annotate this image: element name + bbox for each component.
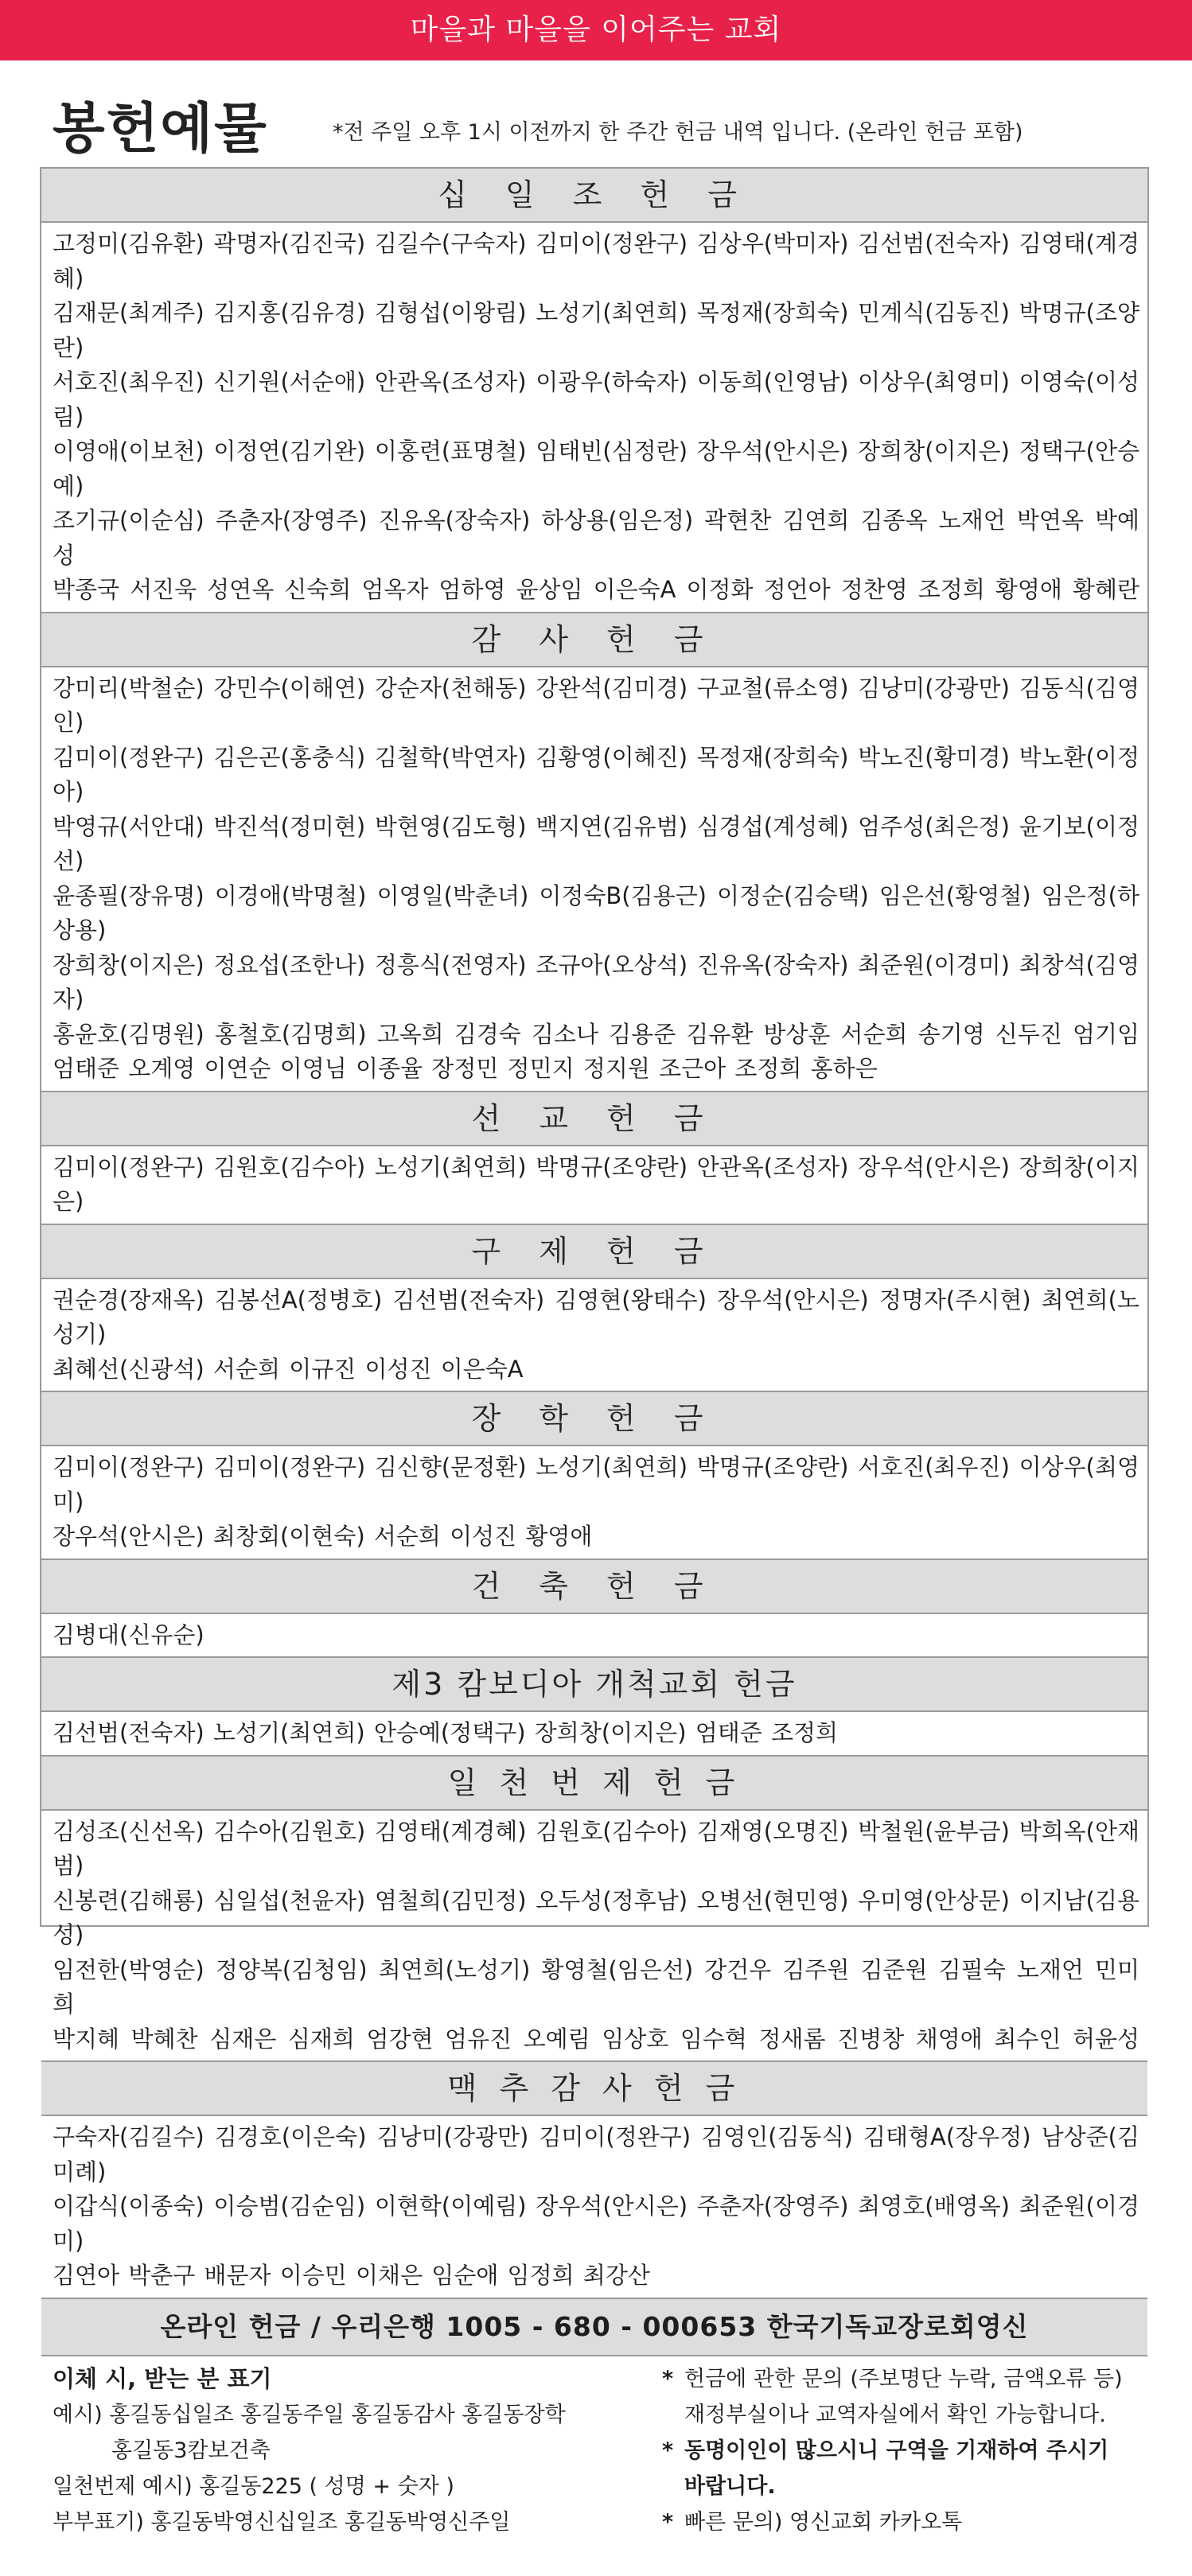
name-line: 장희창(이지은) 정요섭(조한나) 정흥식(전영자) 조규아(오상석) 진유옥(장숙자) 최준원(이경미) 최창석(김영자) — [53, 951, 1139, 1013]
name-line: 박지혜 박혜찬 심재은 심재희 엄강현 엄유진 오예림 임상호 임수혁 정새롬 진병창 채영애 최수인 허윤성 — [53, 2025, 1139, 2053]
name-line: 김성조(신선옥) 김수아(김원호) 김영태(계경혜) 김원호(김수아) 김재영(오명진) 박철원(윤부금) 박희옥(안재범) — [53, 1817, 1139, 1879]
note-text: 헌금에 관한 문의 (주보명단 누락, 금액오류 등) — [684, 2366, 1123, 2391]
name-line: 김미이(정완구) 김미이(정완구) 김신향(문정환) 노성기(최연희) 박명규(조양란) 서호진(최우진) 이상우(최영미) — [53, 1453, 1139, 1516]
section-thanks — [41, 613, 1147, 1092]
note-item — [662, 2433, 1139, 2469]
notes — [662, 2361, 1139, 2540]
name-line: 윤종필(장유명) 이경애(박명철) 이영일(박춘녀) 이정숙B(김용근) 이정순(김승택) 임은선(황영철) 임은정(하상용) — [53, 881, 1139, 944]
name-list — [41, 1811, 1147, 2061]
name-line: 김연아 박춘구 배문자 이승민 이채은 임순애 임정희 최강산 — [53, 2262, 650, 2289]
section-title: 감 사 헌 금 — [41, 613, 1147, 667]
name-line: 이갑식(이종숙) 이승범(김순임) 이현학(이예림) 장우석(안시은) 주춘자(장영주) 최영호(배영옥) 최준원(이경미) — [53, 2193, 1139, 2255]
name-line: 구숙자(김길수) 김경호(이은숙) 김낭미(강광만) 김미이(정완구) 김영인(김동식) 김태형A(장우정) 남상준(김미례) — [53, 2123, 1139, 2185]
name-line: 권순경(장재옥) 김봉선A(정병호) 김선범(전숙자) 김영현(왕태수) 장우석(안시은) 정명자(주시현) 최연희(노성기) — [53, 1286, 1139, 1348]
note-text: 재정부실이나 교역자실에서 확인 가능합니다. — [684, 2402, 1106, 2427]
note-item — [662, 2504, 1139, 2540]
section-title: 십 일 조 헌 금 — [41, 169, 1147, 223]
name-line: 장우석(안시은) 최창회(이현숙) 서순희 이성진 황영애 — [53, 1523, 593, 1550]
note-item — [662, 2361, 1139, 2397]
name-list — [41, 1279, 1147, 1391]
name-line: 신봉련(김해룡) 심일섭(천윤자) 염철희(김민정) 오두성(정후남) 오병선(현민영) 우미영(안상문) 이지남(김용성) — [53, 1886, 1139, 1948]
note-text: 바랍니다. — [684, 2473, 776, 2499]
name-line: 서호진(최우진) 신기원(서순애) 안관옥(조성자) 이광우(하숙자) 이동희(인영남) 이상우(최영미) 이영숙(이성림) — [53, 368, 1139, 430]
note-text: 동명이인이 많으시니 구역을 기재하여 주시기 — [684, 2438, 1109, 2463]
section-tithe — [41, 169, 1147, 613]
name-list — [41, 2116, 1147, 2298]
name-list — [41, 1712, 1147, 1755]
name-list — [41, 1146, 1147, 1224]
top-banner: 마을과 마을을 이어주는 교회 — [0, 0, 1192, 60]
note-text: 빠른 문의) 영신교회 카카오톡 — [684, 2509, 963, 2535]
transfer-example: 예시) 홍길동십일조 홍길동주일 홍길동감사 홍길동장학 — [53, 2402, 566, 2427]
section-title: 제3 캄보디아 개척교회 헌금 — [41, 1658, 1147, 1712]
section-building — [41, 1560, 1147, 1659]
section-title: 맥 추 감 사 헌 금 — [41, 2062, 1147, 2116]
couple-example: 부부표기) 홍길동박영신십일조 홍길동박영신주일 — [53, 2509, 511, 2535]
name-line: 박종국 서진욱 성연옥 신숙희 엄옥자 엄하영 윤상임 이은숙A 이정화 정언아 정찬영 조정희 황영애 황혜란 — [53, 576, 1139, 603]
footer-info — [41, 2356, 1147, 2576]
name-line: 김선범(전숙자) 노성기(최연희) 안승예(정택구) 장희창(이지은) 엄태준 조정희 — [53, 1719, 839, 1746]
millennium-example: 일천번제 예시) 홍길동225 ( 성명 + 숫자 ) — [53, 2473, 454, 2499]
page-note: *전 주일 오후 1시 이전까지 한 주간 헌금 내역 입니다. (온라인 헌금 포함) — [333, 120, 1023, 145]
section-cambodia — [41, 1658, 1147, 1757]
asterisk-bullet: * — [662, 2438, 674, 2463]
asterisk-bullet: * — [662, 2366, 674, 2391]
section-millennium — [41, 1757, 1147, 2063]
name-line: 조기규(이순심) 주춘자(장영주) 진유옥(장숙자) 하상용(임은정) 곽현찬 김연희 김종옥 노재언 박연옥 박예성 — [53, 507, 1139, 569]
name-list — [41, 223, 1147, 612]
online-account-info: 온라인 헌금 / 우리은행 1005 - 680 - 000653 한국기독교장로회영신 — [41, 2299, 1147, 2356]
name-line: 고정미(김유환) 곽명자(김진국) 김길수(구숙자) 김미이(정완구) 김상우(박미자) 김선범(전숙자) 김영태(계경혜) — [53, 230, 1139, 292]
name-line: 이영애(이보천) 이정연(김기완) 이홍련(표명철) 임태빈(심정란) 장우석(안시은) 장희창(이지은) 정택구(안승예) — [53, 438, 1139, 500]
name-line: 김미이(정완구) 김은곤(홍충식) 김철학(박연자) 김황영(이혜진) 목정재(장희숙) 박노진(황미경) 박노환(이정아) — [53, 743, 1139, 805]
section-scholarship — [41, 1392, 1147, 1560]
name-list — [41, 667, 1147, 1091]
section-barley — [41, 2062, 1147, 2299]
section-title: 구 제 헌 금 — [41, 1225, 1147, 1279]
name-line: 김재문(최계주) 김지홍(김유경) 김형섭(이왕림) 노성기(최연희) 목정재(장희숙) 민계식(김동진) 박명규(조양란) — [53, 299, 1139, 361]
section-title: 선 교 헌 금 — [41, 1092, 1147, 1146]
section-title: 건 축 헌 금 — [41, 1560, 1147, 1614]
name-line: 김미이(정완구) 김원호(김수아) 노성기(최연희) 박명규(조양란) 안관옥(조성자) 장우석(안시은) 장희창(이지은) — [53, 1153, 1139, 1215]
note-item-cont — [662, 2469, 1139, 2504]
transfer-guide — [53, 2361, 657, 2540]
name-line: 최혜선(신광석) 서순희 이규진 이성진 이은숙A — [53, 1355, 524, 1383]
note-item-cont — [662, 2397, 1139, 2433]
section-relief — [41, 1225, 1147, 1393]
name-list — [41, 1614, 1147, 1657]
section-title: 일 천 번 제 헌 금 — [41, 1757, 1147, 1811]
transfer-heading: 이체 시, 받는 분 표기 — [53, 2364, 272, 2392]
asterisk-bullet: * — [662, 2509, 674, 2535]
name-line: 홍윤호(김명원) 홍철호(김명희) 고옥희 김경숙 김소나 김용준 김유환 방상훈 서순희 송기영 신두진 엄기임 — [53, 1020, 1139, 1048]
section-mission — [41, 1092, 1147, 1225]
name-line: 임전한(박영순) 정양복(김청임) 최연희(노성기) 황영철(임은선) 강건우 김주원 김준원 김필숙 노재언 민미희 — [53, 1955, 1139, 2018]
name-line: 강미리(박철순) 강민수(이해연) 강순자(천해동) 강완석(김미경) 구교철(류소영) 김낭미(강광만) 김동식(김영인) — [53, 674, 1139, 736]
section-title: 장 학 헌 금 — [41, 1392, 1147, 1446]
page-title: 봉헌예물 — [53, 97, 268, 161]
name-list — [41, 1446, 1147, 1558]
transfer-example-cont: 홍길동3캄보건축 — [111, 2438, 271, 2463]
name-line: 김병대(신유순) — [53, 1621, 205, 1648]
name-line: 엄태준 오계영 이연순 이영님 이종율 장정민 정민지 정지원 조근아 조정희 홍하은 — [53, 1055, 878, 1082]
offering-board — [40, 167, 1149, 2535]
name-line: 박영규(서안대) 박진석(정미현) 박현영(김도형) 백지연(김유범) 심경섭(계성혜) 엄주성(최은정) 윤기보(이정선) — [53, 812, 1139, 874]
